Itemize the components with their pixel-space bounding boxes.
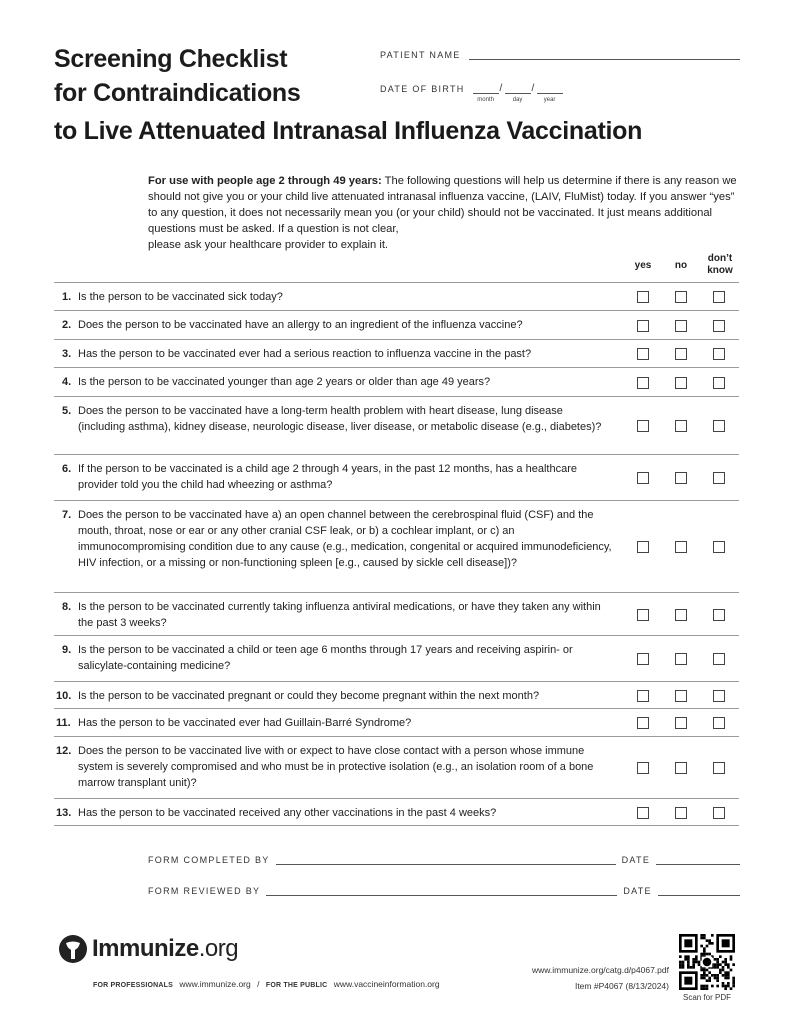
- yes-checkbox[interactable]: [637, 377, 649, 389]
- question-row: [54, 682, 739, 709]
- question-text: Does the person to be vaccinated have a) an open channel between the cerebrospinal fluid (CSF) and the mouth, throat, nose or ear or any other cranial CSF leak, or b) a cochlear implant, or c) an immunocompromising condition due to any cause (e.g., medication, congenital or acquired immunodeficiency, HIV infection, or a missing or non-functioning spleen [e.g., caused by sickle cell disease])?: [78, 509, 612, 569]
- dont-know-checkbox[interactable]: [713, 472, 725, 484]
- question-text: Has the person to be vaccinated received any other vaccinations in the past 4 weeks?: [78, 807, 497, 819]
- question-row: [54, 709, 739, 737]
- yes-checkbox[interactable]: [637, 472, 649, 484]
- question-row: [54, 368, 739, 397]
- question-row: [54, 799, 739, 826]
- dont-know-checkbox[interactable]: [713, 377, 725, 389]
- dob-year-caption: year: [543, 97, 556, 103]
- question-text: Does the person to be vaccinated have an allergy to an ingredient of the influenza vaccine?: [78, 319, 523, 331]
- immunize-logo-icon: [58, 934, 88, 964]
- question-text: If the person to be vaccinated is a child age 2 through 4 years, in the past 12 months, has a healthcare provider told you the child had wheezing or asthma?: [78, 463, 577, 491]
- question-text: Is the person to be vaccinated younger than age 2 years or older than age 49 years?: [78, 376, 491, 388]
- dont-know-checkbox[interactable]: [713, 291, 725, 303]
- reviewed-date-label: DATE: [623, 886, 652, 896]
- question-number: 1.: [62, 291, 72, 303]
- form-completed-label: FORM COMPLETED BY: [148, 855, 270, 865]
- no-checkbox[interactable]: [675, 291, 687, 303]
- question-text: Is the person to be vaccinated currently taking influenza antiviral medications, or have they taken any within the past 3 weeks?: [78, 601, 601, 629]
- dont-know-checkbox[interactable]: [713, 717, 725, 729]
- question-number: 8.: [62, 601, 72, 613]
- question-table: [54, 282, 739, 826]
- dob-day-input[interactable]: [505, 84, 531, 103]
- question-text: Is the person to be vaccinated sick today?: [78, 291, 283, 303]
- no-checkbox[interactable]: [675, 377, 687, 389]
- question-number: 10.: [56, 690, 72, 702]
- column-yes: yes: [634, 260, 652, 271]
- public-url[interactable]: www.vaccineinformation.org: [333, 979, 440, 989]
- intro-body-2: please ask your healthcare provider to explain it.: [148, 239, 389, 251]
- question-row: [54, 397, 739, 455]
- question-number: 7.: [62, 509, 72, 521]
- question-row: [54, 340, 739, 368]
- dob-separator: /: [531, 83, 536, 94]
- question-row: [54, 636, 739, 682]
- question-row: [54, 455, 739, 501]
- column-dont-know: don’t know: [707, 253, 733, 276]
- dob-day-caption: day: [512, 97, 523, 103]
- yes-checkbox[interactable]: [637, 653, 649, 665]
- yes-checkbox[interactable]: [637, 609, 649, 621]
- intro-body: The following questions will help us determine if there is any reason we should not give you or your child live attenuated intranasal influenza vaccine, (LAIV, FluMist) today. If you answer “yes” to any question, it does not necessarily mean you (or your child) should not be vaccinated. It just means additional questions must be asked. If a question is not clear,: [148, 175, 737, 235]
- page-title: [54, 42, 384, 110]
- question-text: Has the person to be vaccinated ever had Guillain-Barré Syndrome?: [78, 717, 412, 729]
- question-number: 12.: [56, 745, 72, 757]
- yes-checkbox[interactable]: [637, 762, 649, 774]
- no-checkbox[interactable]: [675, 762, 687, 774]
- dont-know-checkbox[interactable]: [713, 762, 725, 774]
- intro-paragraph: [148, 173, 743, 253]
- question-text: Has the person to be vaccinated ever had a serious reaction to influenza vaccine in the past?: [78, 348, 532, 360]
- yes-checkbox[interactable]: [637, 420, 649, 432]
- no-checkbox[interactable]: [675, 807, 687, 819]
- form-reviewed-row: [148, 886, 740, 896]
- no-checkbox[interactable]: [675, 609, 687, 621]
- date-of-birth-field: [380, 83, 563, 103]
- question-number: 13.: [56, 807, 72, 819]
- item-number: Item #P4067 (8/13/2024): [574, 981, 669, 991]
- dont-know-checkbox[interactable]: [713, 807, 725, 819]
- form-reviewed-label: FORM REVIEWED BY: [148, 886, 261, 896]
- dont-know-checkbox[interactable]: [713, 320, 725, 332]
- question-number: 6.: [62, 463, 72, 475]
- title-line-3: to Live Attenuated Intranasal Influenza Vaccination: [54, 117, 643, 145]
- patient-name-input[interactable]: [469, 50, 740, 60]
- publication-info: [532, 962, 669, 994]
- dob-month-input[interactable]: [473, 84, 499, 103]
- form-completed-row: [148, 855, 740, 865]
- question-row: [54, 593, 739, 636]
- doc-url[interactable]: www.immunize.org/catg.d/p4067.pdf: [531, 965, 669, 975]
- no-checkbox[interactable]: [675, 420, 687, 432]
- dob-separator: /: [499, 83, 504, 94]
- reviewed-date-input[interactable]: [658, 886, 740, 896]
- question-number: 2.: [62, 319, 72, 331]
- question-text: Does the person to be vaccinated have a long-term health problem with heart disease, lung disease (including asthma), kidney disease, neurologic disease, liver disease, or metabolic disease (e.g., diabetes)?: [78, 405, 602, 433]
- dob-month-caption: month: [477, 97, 494, 103]
- pro-url[interactable]: www.immunize.org: [179, 979, 251, 989]
- yes-checkbox[interactable]: [637, 807, 649, 819]
- no-checkbox[interactable]: [675, 320, 687, 332]
- question-number: 5.: [62, 405, 72, 417]
- no-checkbox[interactable]: [675, 690, 687, 702]
- pro-label: FOR PROFESSIONALS: [93, 982, 174, 989]
- form-reviewed-input[interactable]: [266, 886, 617, 896]
- dob-year-input[interactable]: [537, 84, 563, 103]
- question-row: [54, 501, 739, 593]
- title-line-2: for Contraindications: [54, 79, 301, 107]
- no-checkbox[interactable]: [675, 541, 687, 553]
- question-text: Is the person to be vaccinated a child or teen age 6 months through 17 years and receiving aspirin- or salicylate-containing medicine?: [78, 644, 573, 672]
- no-checkbox[interactable]: [675, 472, 687, 484]
- completed-date-input[interactable]: [656, 855, 740, 865]
- no-checkbox[interactable]: [675, 348, 687, 360]
- question-text: Is the person to be vaccinated pregnant or could they become pregnant within the next month?: [78, 690, 540, 702]
- dont-know-checkbox[interactable]: [713, 653, 725, 665]
- yes-checkbox[interactable]: [637, 291, 649, 303]
- yes-checkbox[interactable]: [637, 541, 649, 553]
- dont-know-checkbox[interactable]: [713, 420, 725, 432]
- question-text: Does the person to be vaccinated live with or expect to have close contact with a person whose immune system is severely compromised and who must be in protective isolation (e.g., an isolation room of a bone marrow transplant unit)?: [78, 745, 594, 789]
- qr-code-icon[interactable]: [679, 934, 735, 990]
- question-number: 4.: [62, 376, 72, 388]
- question-row: [54, 311, 739, 340]
- dont-know-checkbox[interactable]: [713, 609, 725, 621]
- question-number: 11.: [56, 717, 71, 729]
- form-completed-input[interactable]: [276, 855, 616, 865]
- yes-checkbox[interactable]: [637, 320, 649, 332]
- completed-date-label: DATE: [621, 855, 651, 865]
- dob-label: DATE OF BIRTH: [380, 84, 465, 94]
- public-label: FOR THE PUBLIC: [265, 982, 328, 989]
- question-row: [54, 283, 739, 311]
- logo-wordmark: Immunize.org: [92, 935, 239, 962]
- intro-lead: For use with people age 2 through 49 years:: [148, 175, 382, 187]
- dont-know-checkbox[interactable]: [713, 541, 725, 553]
- title-line-1: Screening Checklist: [54, 45, 288, 73]
- yes-checkbox[interactable]: [637, 690, 649, 702]
- question-number: 3.: [62, 348, 72, 360]
- yes-checkbox[interactable]: [637, 717, 649, 729]
- dont-know-checkbox[interactable]: [713, 348, 725, 360]
- question-number: 9.: [62, 644, 72, 656]
- links-divider: /: [257, 979, 260, 989]
- qr-caption: Scan for PDF: [682, 993, 731, 1002]
- question-row: [54, 737, 739, 799]
- patient-name-field: [380, 50, 740, 60]
- bottom-links: [93, 979, 440, 989]
- yes-checkbox[interactable]: [637, 348, 649, 360]
- dont-know-checkbox[interactable]: [713, 690, 725, 702]
- no-checkbox[interactable]: [675, 717, 687, 729]
- column-no: no: [674, 260, 688, 271]
- patient-name-label: PATIENT NAME: [380, 50, 461, 60]
- no-checkbox[interactable]: [675, 653, 687, 665]
- immunize-logo: [58, 934, 238, 964]
